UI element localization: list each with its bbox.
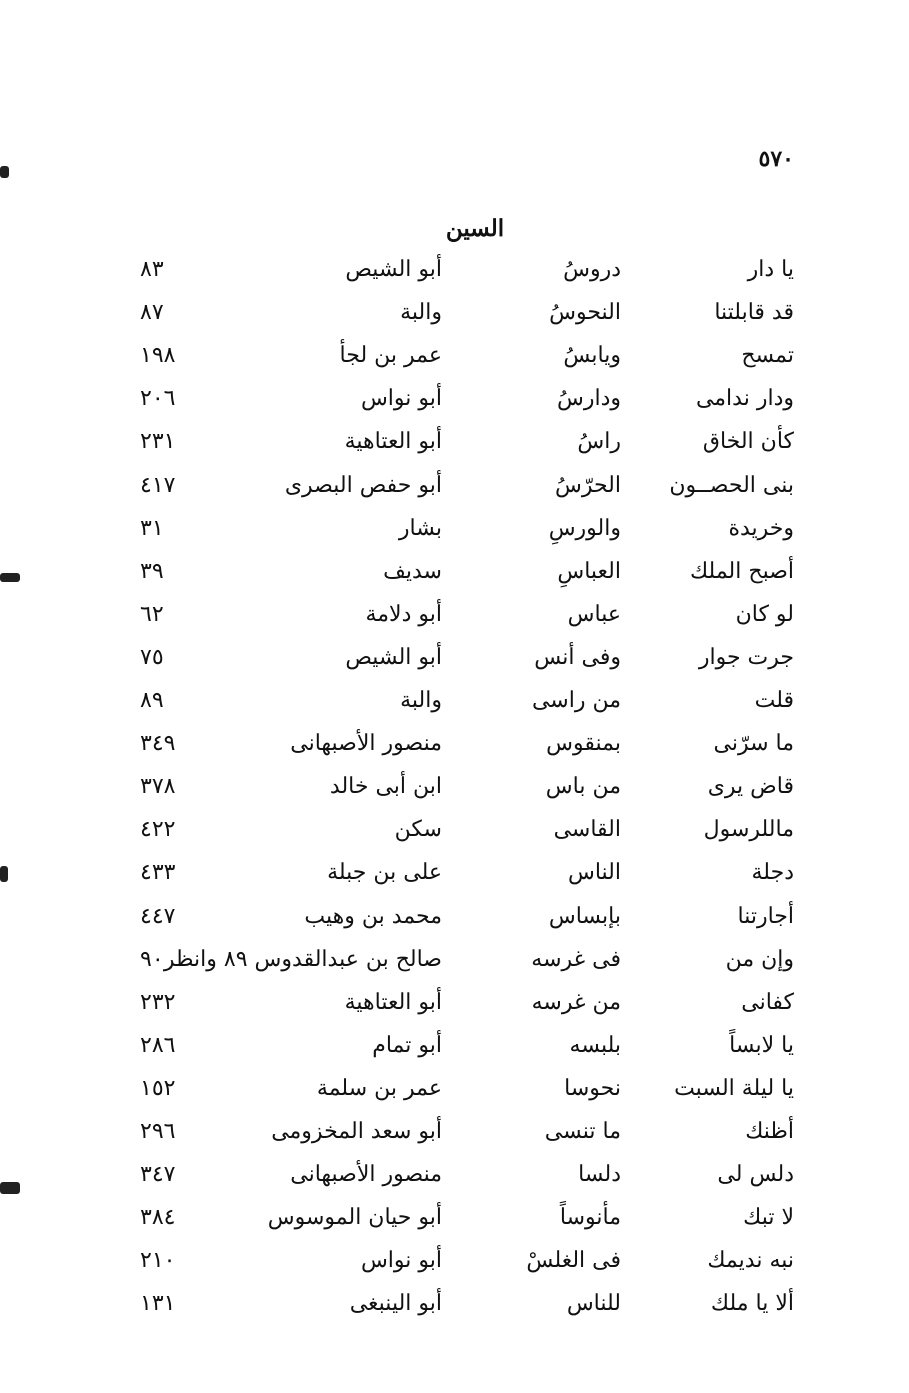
page-reference-cell: ٣٩ bbox=[140, 559, 164, 584]
poet-name-cell: أبو الشيص bbox=[345, 645, 442, 670]
poet-name-cell: والبة bbox=[400, 688, 442, 713]
poet-name-cell: سكن bbox=[394, 817, 442, 842]
poet-name-cell: أبو تمام bbox=[372, 1033, 442, 1058]
incipit-cell: يا لابساً bbox=[729, 1033, 794, 1058]
index-row bbox=[0, 1067, 909, 1110]
rhyme-word-cell: راسُ bbox=[577, 429, 621, 454]
page-reference-cell: ٨٧ bbox=[140, 300, 164, 325]
poet-name-cell: أبو نواس bbox=[360, 386, 442, 411]
incipit-cell: كأن الخاق bbox=[702, 429, 794, 454]
index-row bbox=[0, 679, 909, 722]
incipit-cell: أصبح الملك bbox=[690, 559, 794, 584]
incipit-cell: يا دار bbox=[747, 257, 794, 282]
index-row bbox=[0, 377, 909, 420]
index-table bbox=[0, 248, 909, 1328]
rhyme-word-cell: دلسا bbox=[578, 1162, 621, 1187]
incipit-cell: قاض يرى bbox=[707, 774, 794, 799]
index-row bbox=[0, 1196, 909, 1239]
rhyme-word-cell: القاسى bbox=[553, 817, 621, 842]
incipit-cell: جرت جوار bbox=[698, 645, 794, 670]
page-reference-cell: ٧٥ bbox=[140, 645, 164, 670]
poet-name-cell: ابن أبى خالد bbox=[329, 774, 442, 799]
index-row bbox=[0, 765, 909, 808]
rhyme-word-cell: الحرّسُ bbox=[554, 473, 621, 498]
rhyme-word-cell: ودارسُ bbox=[556, 386, 621, 411]
section-title: السين bbox=[445, 215, 505, 242]
rhyme-word-cell: مأنوساً bbox=[559, 1205, 621, 1230]
rhyme-word-cell: العباسِ bbox=[557, 559, 621, 584]
poet-name-cell: صالح بن عبدالقدوس ٨٩ وانظر bbox=[163, 947, 442, 972]
rhyme-word-cell: والورسِ bbox=[548, 516, 621, 541]
poet-name-cell: والبة bbox=[400, 300, 442, 325]
rhyme-word-cell: نحوسا bbox=[564, 1076, 621, 1101]
page-reference-cell: ٤١٧ bbox=[140, 473, 176, 498]
index-row bbox=[0, 722, 909, 765]
poet-name-cell: أبو دلامة bbox=[365, 602, 442, 627]
rhyme-word-cell: عباس bbox=[567, 602, 621, 627]
poet-name-cell: أبو سعد المخزومى bbox=[271, 1119, 442, 1144]
index-row bbox=[0, 420, 909, 463]
poet-name-cell: أبو الشيص bbox=[345, 257, 442, 282]
page-reference-cell: ٣٤٩ bbox=[140, 731, 176, 756]
incipit-cell: ما سرّنى bbox=[713, 731, 794, 756]
poet-name-cell: بشار bbox=[398, 516, 442, 541]
index-row bbox=[0, 507, 909, 550]
poet-name-cell: منصور الأصبهانى bbox=[290, 1162, 442, 1187]
incipit-cell: ودار ندامى bbox=[695, 386, 794, 411]
poet-name-cell: سديف bbox=[383, 559, 442, 584]
rhyme-word-cell: بإبساس bbox=[548, 904, 621, 929]
page-reference-cell: ٦٢ bbox=[140, 602, 164, 627]
index-row bbox=[0, 550, 909, 593]
incipit-cell: لو كان bbox=[735, 602, 794, 627]
index-row bbox=[0, 464, 909, 507]
scan-edge-mark bbox=[0, 166, 9, 178]
page-reference-cell: ١٣١ bbox=[140, 1291, 176, 1316]
scan-edge-mark bbox=[0, 1182, 20, 1194]
poet-name-cell: محمد بن وهيب bbox=[304, 904, 442, 929]
index-row bbox=[0, 938, 909, 981]
index-row bbox=[0, 981, 909, 1024]
poet-name-cell: عمر بن لجأ bbox=[339, 343, 442, 368]
incipit-cell: تمسح bbox=[741, 343, 794, 368]
scan-edge-mark bbox=[0, 866, 8, 882]
page-number: ٥٧٠ bbox=[758, 146, 794, 172]
page-reference-cell: ٢٠٦ bbox=[140, 386, 176, 411]
incipit-cell: نبه نديمك bbox=[707, 1248, 794, 1273]
poet-name-cell: أبو نواس bbox=[360, 1248, 442, 1273]
index-row bbox=[0, 334, 909, 377]
page-reference-cell: ٨٣ bbox=[140, 257, 164, 282]
index-row bbox=[0, 1024, 909, 1067]
page-reference-cell: ٢٣١ bbox=[140, 429, 176, 454]
rhyme-word-cell: الناس bbox=[567, 860, 621, 885]
poet-name-cell: منصور الأصبهانى bbox=[290, 731, 442, 756]
index-row bbox=[0, 895, 909, 938]
page-reference-cell: ٨٩ bbox=[140, 688, 164, 713]
page-reference-cell: ٤٤٧ bbox=[140, 904, 176, 929]
rhyme-word-cell: ما تنسى bbox=[544, 1119, 621, 1144]
incipit-cell: دلس لى bbox=[717, 1162, 794, 1187]
rhyme-word-cell: ويابسُ bbox=[563, 343, 621, 368]
incipit-cell: أظنك bbox=[745, 1119, 794, 1144]
index-row bbox=[0, 1239, 909, 1282]
page-reference-cell: ٣٧٨ bbox=[140, 774, 176, 799]
page-reference-cell: ٩٠ bbox=[140, 947, 164, 972]
rhyme-word-cell: من غرسه bbox=[531, 990, 621, 1015]
incipit-cell: قد قابلتنا bbox=[714, 300, 794, 325]
scan-edge-mark bbox=[0, 573, 20, 582]
page-reference-cell: ٣٨٤ bbox=[140, 1205, 176, 1230]
incipit-cell: قلت bbox=[754, 688, 794, 713]
incipit-cell: ألا يا ملك bbox=[710, 1291, 794, 1316]
page-reference-cell: ٢١٠ bbox=[140, 1248, 176, 1273]
rhyme-word-cell: من راسى bbox=[531, 688, 621, 713]
rhyme-word-cell: للناس bbox=[566, 1291, 621, 1316]
rhyme-word-cell: من باس bbox=[545, 774, 621, 799]
page-reference-cell: ١٩٨ bbox=[140, 343, 176, 368]
rhyme-word-cell: بمنقوس bbox=[546, 731, 621, 756]
page-reference-cell: ٢٩٦ bbox=[140, 1119, 176, 1144]
incipit-cell: وإن من bbox=[725, 947, 794, 972]
page-reference-cell: ٣٤٧ bbox=[140, 1162, 176, 1187]
incipit-cell: بنى الحصــون bbox=[669, 473, 794, 498]
incipit-cell: ماللرسول bbox=[703, 817, 794, 842]
rhyme-word-cell: دروسُ bbox=[563, 257, 621, 282]
index-row bbox=[0, 593, 909, 636]
poet-name-cell: أبو الينبغى bbox=[349, 1291, 442, 1316]
page-reference-cell: ٢٨٦ bbox=[140, 1033, 176, 1058]
rhyme-word-cell: فى غرسه bbox=[531, 947, 621, 972]
incipit-cell: لا تبك bbox=[743, 1205, 794, 1230]
page-reference-cell: ٢٣٢ bbox=[140, 990, 176, 1015]
rhyme-word-cell: بلبسه bbox=[569, 1033, 621, 1058]
incipit-cell: كفانى bbox=[741, 990, 794, 1015]
index-row bbox=[0, 1153, 909, 1196]
poet-name-cell: أبو حفص البصرى bbox=[284, 473, 442, 498]
page-reference-cell: ٣١ bbox=[140, 516, 164, 541]
incipit-cell: دجلة bbox=[751, 860, 794, 885]
index-row bbox=[0, 636, 909, 679]
incipit-cell: وخريدة bbox=[728, 516, 794, 541]
poet-name-cell: أبو العتاهية bbox=[344, 990, 442, 1015]
index-row bbox=[0, 1110, 909, 1153]
index-row bbox=[0, 291, 909, 334]
poet-name-cell: عمر بن سلمة bbox=[316, 1076, 442, 1101]
poet-name-cell: أبو حيان الموسوس bbox=[267, 1205, 442, 1230]
incipit-cell: أجارتنا bbox=[737, 904, 794, 929]
rhyme-word-cell: النحوسُ bbox=[549, 300, 621, 325]
page-reference-cell: ١٥٢ bbox=[140, 1076, 176, 1101]
rhyme-word-cell: وفى أنس bbox=[534, 645, 621, 670]
poet-name-cell: على بن جبلة bbox=[327, 860, 442, 885]
rhyme-word-cell: فى الغلسْ bbox=[526, 1248, 621, 1273]
index-row bbox=[0, 808, 909, 851]
index-row bbox=[0, 1282, 909, 1325]
index-row bbox=[0, 851, 909, 894]
page-reference-cell: ٤٢٢ bbox=[140, 817, 176, 842]
poet-name-cell: أبو العتاهية bbox=[344, 429, 442, 454]
index-row bbox=[0, 248, 909, 291]
page-reference-cell: ٤٣٣ bbox=[140, 860, 176, 885]
incipit-cell: يا ليلة السبت bbox=[674, 1076, 794, 1101]
